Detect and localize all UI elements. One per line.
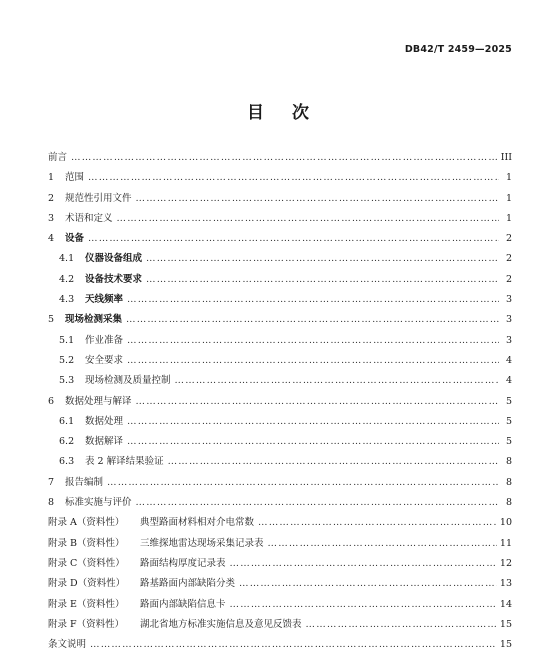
toc-entry-page: 14 [499, 598, 512, 610]
toc-leader-dots [127, 412, 499, 432]
toc-entry-number: 附录 E（资料性） [48, 598, 125, 610]
toc-entry-label: 规范性引用文件 [65, 192, 132, 204]
toc-entry-page: 2 [505, 273, 512, 285]
toc-entry-number: 6 [48, 395, 55, 407]
toc-entry-number: 5 [48, 314, 55, 326]
toc-entry-page: 3 [505, 314, 512, 326]
toc-entry[interactable] [48, 513, 512, 533]
toc-entry-number: 6.1 [59, 415, 75, 427]
toc-leader-dots [268, 534, 497, 554]
toc-entry[interactable] [48, 615, 512, 635]
toc-entry-number: 2 [48, 192, 55, 204]
toc-leader-dots [258, 513, 497, 533]
toc-entry-number: 附录 F（资料性） [48, 618, 125, 630]
toc-entry-number: 附录 C（资料性） [48, 557, 125, 569]
toc-entry-label: 设备 [65, 233, 85, 245]
toc-entry-page: 8 [505, 497, 512, 509]
toc-entry-page: 8 [505, 456, 512, 468]
toc-leader-dots [88, 168, 499, 188]
toc-entry[interactable] [48, 574, 512, 594]
toc-entry-label: 范围 [65, 172, 85, 184]
toc-entry-label: 术语和定义 [65, 212, 113, 224]
toc-entry[interactable] [48, 209, 512, 229]
toc-entry-label: 湖北省地方标准实施信息及意见反馈表 [140, 618, 302, 630]
toc-leader-dots [117, 209, 499, 229]
toc-entry-label: 路面结构厚度记录表 [140, 557, 226, 569]
toc-entry-number: 6.2 [59, 436, 75, 448]
toc-entry[interactable] [48, 595, 512, 615]
toc-entry-number: 5.2 [59, 354, 75, 366]
toc-leader-dots [88, 229, 499, 249]
toc-entry-page: 1 [505, 172, 512, 184]
toc-entry[interactable] [48, 493, 512, 513]
toc-leader-dots [230, 595, 497, 615]
toc-entry-page: 15 [499, 639, 512, 651]
toc-entry-label: 前言 [48, 152, 68, 163]
toc-entry-page: 3 [505, 334, 512, 346]
toc-entry[interactable] [48, 148, 512, 168]
toc-entry-label: 三维探地雷达现场采集记录表 [140, 537, 264, 549]
toc-entry[interactable] [48, 371, 512, 391]
toc-entry-label: 标准实施与评价 [65, 497, 132, 509]
toc-leader-dots [146, 270, 499, 290]
toc-entry-label: 表 2 解译结果验证 [85, 456, 164, 468]
toc-entry-label: 报告编制 [65, 476, 104, 488]
toc-entry-number: 3 [48, 212, 55, 224]
toc-entry[interactable] [48, 635, 512, 655]
toc-entry-number: 附录 D（资料性） [48, 578, 126, 590]
toc-leader-dots [168, 452, 499, 472]
toc-entry-page: 4 [505, 354, 512, 366]
toc-entry[interactable] [48, 351, 512, 371]
table-of-contents [48, 148, 512, 655]
toc-entry-number: 6.3 [59, 456, 75, 468]
toc-entry-number: 4 [48, 233, 55, 245]
toc-leader-dots [90, 635, 497, 655]
toc-entry[interactable] [48, 534, 512, 554]
toc-entry[interactable] [48, 412, 512, 432]
toc-entry[interactable] [48, 331, 512, 351]
toc-leader-dots [127, 331, 499, 351]
toc-leader-dots [306, 615, 497, 635]
toc-entry-label: 天线频率 [85, 294, 124, 306]
toc-leader-dots [107, 473, 499, 493]
toc-entry-number: 4.3 [59, 294, 75, 306]
toc-leader-dots [127, 290, 499, 310]
toc-entry-page: 1 [505, 192, 512, 204]
toc-entry-label: 条文说明 [48, 639, 87, 651]
toc-entry[interactable] [48, 310, 512, 330]
toc-leader-dots [239, 574, 497, 594]
toc-entry[interactable] [48, 229, 512, 249]
toc-entry-number: 4.1 [59, 253, 75, 265]
toc-leader-dots [127, 351, 499, 371]
toc-entry-page: 3 [505, 294, 512, 306]
toc-entry-number: 附录 B（资料性） [48, 537, 125, 549]
toc-entry[interactable] [48, 249, 512, 269]
toc-entry-label: 数据处理与解译 [65, 395, 132, 407]
toc-leader-dots [71, 148, 498, 168]
toc-leader-dots [136, 493, 499, 513]
toc-leader-dots [136, 392, 499, 412]
toc-entry[interactable] [48, 189, 512, 209]
toc-entry[interactable] [48, 392, 512, 412]
toc-entry-number: 4.2 [59, 273, 75, 285]
toc-entry-number: 7 [48, 476, 55, 488]
toc-entry[interactable] [48, 473, 512, 493]
toc-leader-dots [175, 371, 499, 391]
toc-entry-page: 13 [499, 578, 512, 590]
toc-title: 目次 [247, 103, 337, 123]
toc-entry-page: 8 [505, 476, 512, 488]
toc-entry-label: 仪器设备组成 [85, 253, 143, 265]
toc-entry-label: 数据处理 [85, 415, 124, 427]
toc-entry-label: 数据解译 [85, 436, 124, 448]
toc-entry-label: 路基路面内部缺陷分类 [140, 578, 236, 590]
toc-leader-dots [136, 189, 499, 209]
toc-entry-page: 5 [505, 395, 512, 407]
toc-entry-page: 10 [499, 517, 512, 529]
toc-leader-dots [146, 249, 499, 269]
toc-entry-page: 15 [499, 618, 512, 630]
toc-entry[interactable] [48, 432, 512, 452]
toc-entry-number: 1 [48, 172, 55, 184]
toc-entry[interactable] [48, 168, 512, 188]
toc-entry[interactable] [48, 452, 512, 472]
toc-entry-page: 12 [499, 557, 512, 569]
toc-entry-page: 1 [505, 212, 512, 224]
toc-entry-page: 2 [505, 233, 512, 245]
toc-entry-label: 设备技术要求 [85, 273, 143, 285]
toc-entry-number: 5.3 [59, 375, 75, 387]
toc-entry[interactable] [48, 290, 512, 310]
toc-entry[interactable] [48, 554, 512, 574]
toc-entry-label: 现场检测采集 [65, 314, 123, 326]
toc-entry-label: 路面内部缺陷信息卡 [140, 598, 226, 610]
toc-entry-number: 5.1 [59, 334, 75, 346]
toc-entry-page: 2 [505, 253, 512, 265]
toc-entry-number: 8 [48, 497, 55, 509]
toc-entry-page: 4 [505, 375, 512, 387]
toc-entry-label: 安全要求 [85, 354, 124, 366]
toc-entry-page: 5 [505, 415, 512, 427]
toc-entry-page: 11 [499, 537, 512, 549]
toc-entry-label: 作业准备 [85, 334, 124, 346]
toc-leader-dots [127, 432, 499, 452]
toc-leader-dots [126, 310, 499, 330]
toc-entry-label: 典型路面材料相对介电常数 [140, 517, 255, 529]
toc-entry-page: 5 [505, 436, 512, 448]
document-code: DB42/T 2459—2025 [404, 44, 512, 55]
toc-leader-dots [230, 554, 497, 574]
toc-entry-page: III [500, 152, 512, 163]
toc-entry-number: 附录 A（资料性） [48, 517, 125, 529]
toc-entry-label: 现场检测及质量控制 [85, 375, 171, 387]
toc-entry[interactable] [48, 270, 512, 290]
